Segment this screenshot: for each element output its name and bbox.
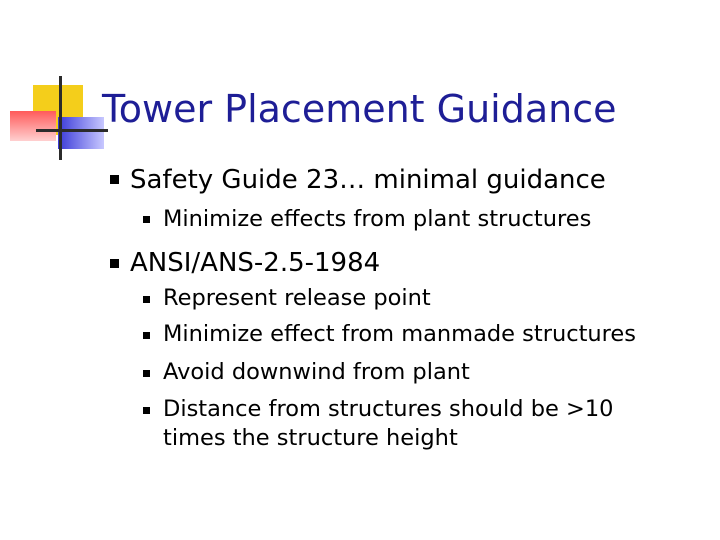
- square-bullet-icon: [143, 216, 150, 223]
- sub-bullet-text: Minimize effects from plant structures: [163, 206, 592, 232]
- sub-bullet-text: Avoid downwind from plant: [163, 359, 470, 385]
- square-bullet-icon: [143, 407, 150, 414]
- square-bullet-icon: [110, 259, 119, 268]
- sub-bullet-text: Represent release point: [163, 285, 431, 311]
- logo-horizontal-line: [36, 129, 108, 132]
- sub-bullet-text: Minimize effect from manmade structures: [163, 321, 636, 347]
- sub-bullet-text: times the structure height: [163, 425, 458, 451]
- logo-vertical-line: [59, 76, 62, 160]
- square-bullet-icon: [143, 370, 150, 377]
- square-bullet-icon: [143, 296, 150, 303]
- square-bullet-icon: [110, 175, 119, 184]
- logo-red-square: [10, 111, 56, 141]
- bullet-text: Safety Guide 23… minimal guidance: [130, 165, 606, 195]
- slide-title: Tower Placement Guidance: [102, 87, 617, 131]
- bullet-text: ANSI/ANS-2.5-1984: [130, 248, 381, 278]
- logo-icon: [0, 0, 110, 170]
- sub-bullet-text: Distance from structures should be >10: [163, 396, 614, 422]
- square-bullet-icon: [143, 332, 150, 339]
- logo-blue-square: [58, 117, 104, 149]
